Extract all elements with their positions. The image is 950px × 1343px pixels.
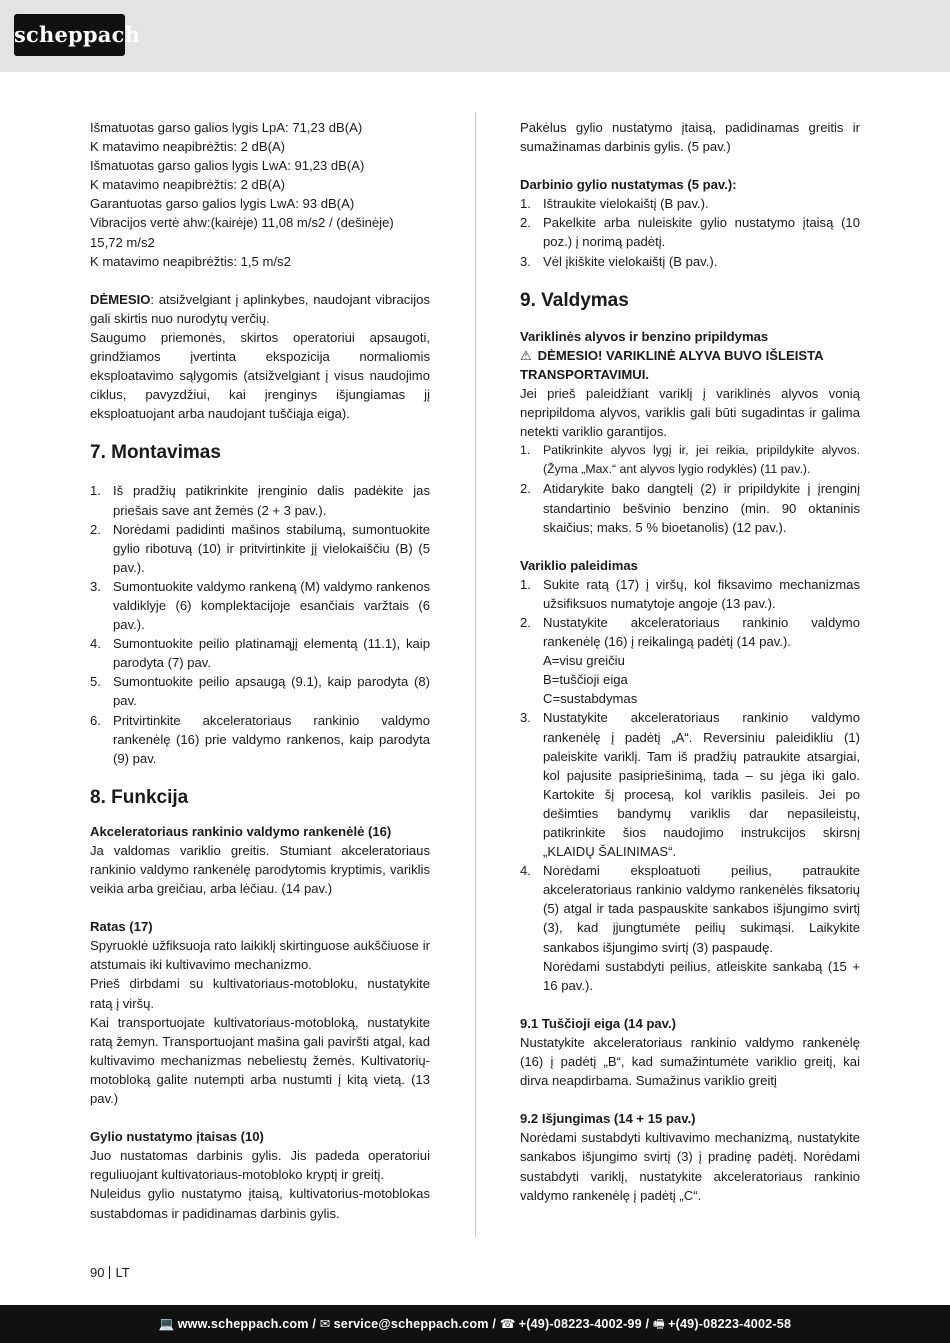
footer-fax: +(49)-08223-4002-58 [668, 1317, 792, 1331]
list-text: Pakelkite arba nuleiskite gylio nustatymo įtaisą (10 poz.) į norimą padėtį. [543, 215, 860, 250]
start-list [520, 575, 860, 995]
list-number: 1. [520, 576, 531, 592]
list-number: 1. [520, 443, 531, 458]
list-item [90, 577, 430, 634]
throttle-option: B=tuščioji eiga [543, 672, 628, 688]
list-text: Sumontuokite peilio apsaugą (9.1), kaip parodyta (8) pav. [113, 674, 430, 709]
column-divider [475, 112, 476, 1237]
intro-line: K matavimo neapibrėžtis: 1,5 m/s2 [90, 253, 291, 269]
depth-text: Juo nustatomas darbinis gylis. Jis padeda operatoriui reguliuojant kultivatoriaus-motobloko kryptį ir greitį. [90, 1148, 430, 1183]
footer-website: www.scheppach.com / [177, 1317, 317, 1331]
depth-setting-list [520, 194, 860, 270]
intro-line: Garantuotas garso galios lygis LwA: 93 dB(A) [90, 196, 355, 212]
lift-text: Pakėlus gylio nustatymo įtaisą, padidinamas greitis ir sumažinamas darbinis gylis. (5 pav.) [520, 120, 860, 155]
spacer [90, 271, 430, 290]
list-number: 3. [90, 578, 101, 594]
list-text: Sukite ratą (17) į viršų, kol fiksavimo mechanizmas užsifiksuos numatytoje angoje (13 pav.). [543, 576, 860, 611]
list-number: 2. [520, 481, 531, 497]
header-band [0, 0, 950, 72]
wheel-text: Prieš dirbdami su kultivatoriaus-motobloku, nustatykite ratą į viršų. [90, 976, 430, 1011]
depth-text: Nuleidus gylio nustatymo įtaisą, kultivatorius-motoblokas sustabdomas ir padidinamas darbinis gylis. [90, 1186, 430, 1221]
idle-heading: 9.1 Tuščioji eiga (14 pav.) [520, 1015, 676, 1031]
list-text: Nustatykite akceleratoriaus rankinio valdymo rankenėlę (16) į reikalingą padėtį (14 pav.). [543, 614, 860, 650]
spacer [520, 1090, 860, 1109]
list-number: 2. [520, 614, 531, 630]
list-number: 1. [520, 196, 531, 212]
depth-heading: Gylio nustatymo įtaisas (10) [90, 1129, 264, 1145]
list-number: 4. [520, 863, 531, 879]
left-column [90, 118, 430, 1223]
throttle-option: C=sustabdymas [543, 691, 638, 707]
right-column [520, 118, 860, 1205]
list-text: Sumontuokite valdymo rankeną (M) valdymo rankenos valdiklyje (6) komplektacijoje esančiais varžtais (6 pav.). [113, 578, 430, 633]
warning-text: DĖMESIO! VARIKLINĖ ALYVA BUVO IŠLEISTA TRANSPORTAVIMUI. [520, 347, 824, 382]
list-item [520, 708, 860, 861]
intro-line: Išmatuotas garso galios lygis LwA: 91,23 dB(A) [90, 158, 365, 174]
intro-line: K matavimo neapibrėžtis: 2 dB(A) [90, 139, 286, 155]
list-item [90, 520, 430, 577]
throttle-option: A=visu greičiu [543, 653, 625, 669]
list-item [520, 861, 860, 995]
phone-icon: ☎ [499, 1317, 516, 1331]
footer-phone: +(49)-08223-4002-99 / [518, 1317, 650, 1331]
list-text: Sumontuokite peilio platinamąjį elementą (11.1), kaip parodyta (7) pav. [113, 636, 430, 671]
computer-icon: 💻 [158, 1317, 175, 1331]
footer-email: service@scheppach.com / [333, 1317, 497, 1331]
section-7-title: 7. Montavimas [90, 442, 221, 464]
accel-heading: Akceleratoriaus rankinio valdymo rankenėlė (16) [90, 823, 392, 839]
intro-line: K matavimo neapibrėžtis: 2 dB(A) [90, 177, 286, 193]
warning-paragraph [520, 346, 860, 384]
oil-list [520, 441, 860, 536]
list-text-continued: Norėdami sustabdyti peilius, atleiskite sankabą (15 + 16 pav.). [543, 958, 860, 993]
warning-icon: ⚠ [520, 347, 532, 363]
section-8-title: 8. Funkcija [90, 786, 189, 808]
attention-label: DĖMESIO [90, 291, 151, 307]
list-item [90, 711, 430, 768]
list-number: 4. [90, 636, 101, 652]
list-text: Ištraukite vielokaištį (B pav.). [543, 196, 709, 212]
fax-icon: 🖷 [652, 1317, 666, 1331]
list-text: Atidarykite bako dangtelį (2) ir pripildykite į įrenginį standartinio bešvinio benzino (min. 90 oktaninis skaičius; maks. 5 % bioetanolis) (12 pav.). [543, 481, 860, 535]
wheel-text: Kai transportuojate kultivatoriaus-motobloką, nustatykite ratą žemyn. Transportuojant mašina gali paviršti atgal, kad kultivavimo mechanizmas nebeliestų žemės. Kultivatorių-motobloką galite nutempti arba nustumti į kitą vietą. (13 pav.) [90, 1014, 430, 1107]
spacer [520, 537, 860, 556]
off-heading: 9.2 Išjungimas (14 + 15 pav.) [520, 1111, 696, 1127]
footer-bar [0, 1305, 950, 1343]
idle-text: Nustatykite akceleratoriaus rankinio valdymo rankenėlę (16) į padėtį „B“, kad sumažintumėte variklio greitį, kai dirva neapdirbama. Sumažinus variklio greitį [520, 1034, 860, 1089]
attention-text: : atsižvelgiant į aplinkybes, naudojant vibracijos gali skirtis nuo nurodytų verčių. [90, 291, 430, 326]
list-text: Norėdami padidinti mašinos stabilumą, sumontuokite gylio ribotuvą (10) ir pritvirtinkite jį vielokaiščiu (B) (5 pav.). [113, 521, 430, 575]
wheel-text: Spyruoklė užfiksuoja rato laikiklį skirtinguose aukščiuose ir atstumais iki kultivavimo mechanizmo. [90, 938, 430, 973]
intro-line: Išmatuotas garso galios lygis LpA: 71,23 dB(A) [90, 120, 363, 135]
list-number: 6. [90, 712, 101, 728]
list-text: Norėdami eksploatuoti peilius, patraukite akceleratoriaus rankinio valdymo rankenėlės fiksatorių (5) atgal ir tada paspauskite sankabos išjungimo svirtį (3), kad įjungtumėte peilių sukimąsi. Laikykite sankabos išjungimo svirtį (3) paspaudę. [543, 863, 860, 955]
oil-text: Jei prieš paleidžiant variklį į variklinės alyvos vonią nepripildoma alyvos, variklis gali būti sugadintas ir galima netekti variklio garantijos. [520, 385, 860, 440]
off-text: Norėdami sustabdyti kultivavimo mechanizmą, nustatykite sankabos išjungimo svirtį (3) į pradinę padėtį. Norėdami sustabdyti variklį, nustatykite akceleratoriaus rankinio valdymo rankenėlę į padėtį „C“. [520, 1130, 860, 1203]
wheel-heading: Ratas (17) [90, 919, 153, 935]
list-number: 3. [520, 253, 531, 269]
intro-line: Vibracijos vertė ahw:(kairėje) 11,08 m/s2 / (dešinėje) 15,72 m/s2 [90, 215, 394, 250]
list-number: 3. [520, 710, 531, 726]
list-number: 2. [520, 215, 531, 231]
safety-paragraph: Saugumo priemonės, skirtos operatoriui apsaugoti, grindžiamos įvertinta ekspozicija normaliomis eksploatavimo sąlygomis (atsižvelgiant į visus naudojimo ciklus, pavyzdžiui, kai įrenginys išjungiamas jį eksploatuojant arba naudojant tuščiąja eiga). [90, 329, 430, 422]
attention-paragraph [90, 290, 430, 328]
mounting-list [90, 481, 430, 767]
spacer [90, 898, 430, 917]
list-item [520, 613, 860, 708]
depth-setting-heading: Darbinio gylio nustatymas (5 pav.): [520, 177, 737, 193]
list-text: Iš pradžių patikrinkite įrenginio dalis padėkite jas priešais save ant žemės (2 + 3 pav.). [113, 483, 430, 518]
page-number-separator [109, 1266, 110, 1279]
list-item [90, 481, 430, 519]
list-item [520, 213, 860, 251]
list-text: Nustatykite akceleratoriaus rankinio valdymo rankenėlę į padėtį „A“. Reversiniu paleidikliu (1) paleiskite variklį. Tam iš pradžių patraukite atsargiai, kol pajusite pasipriešinimą, tada – su jėga iki galo. Kartokite šį procesą, kol variklis pasileis. Jei po dešimties bandymų variklis dar nepasileistų, patikrinkite šios naudojimo instrukcijos skirsnį „KLAIDŲ ŠALINIMAS“. [543, 710, 860, 860]
list-number: 1. [90, 483, 101, 499]
mail-icon: ✉ [319, 1317, 331, 1331]
list-text: Vėl įkiškite vielokaištį (B pav.). [543, 253, 718, 269]
list-number: 2. [90, 521, 101, 537]
spacer [520, 156, 860, 175]
spacer [520, 995, 860, 1014]
brand-logo: scheppach [14, 14, 125, 56]
list-item [520, 441, 860, 479]
list-item [520, 479, 860, 536]
list-item [90, 634, 430, 672]
oil-heading: Variklinės alyvos ir benzino pripildymas [520, 328, 769, 344]
list-item [520, 252, 860, 271]
list-number: 5. [90, 674, 101, 690]
start-heading: Variklio paleidimas [520, 557, 638, 573]
list-item [520, 194, 860, 213]
list-text: Patikrinkite alyvos lygį ir, jei reikia, pripildykite alyvos. (Žyma „Max.“ ant alyvos lygio rodyklės) (11 pav.). [543, 443, 860, 477]
list-item [90, 672, 430, 710]
page-number [90, 1265, 130, 1280]
page-number-value: 90 [90, 1265, 105, 1280]
spacer [90, 1108, 430, 1127]
list-item [520, 575, 860, 613]
section-9-title: 9. Valdymas [520, 289, 629, 311]
page-language: LT [115, 1265, 130, 1280]
list-text: Pritvirtinkite akceleratoriaus rankinio valdymo rankenėlę (16) prie valdymo rankenos, kaip parodyta (9) pav. [113, 712, 430, 766]
accel-text: Ja valdomas variklio greitis. Stumiant akceleratoriaus rankinio valdymo rankenėlę parodytomis kryptimis, variklis veikia arba greičiau, arba lėčiau. (14 pav.) [90, 842, 430, 897]
